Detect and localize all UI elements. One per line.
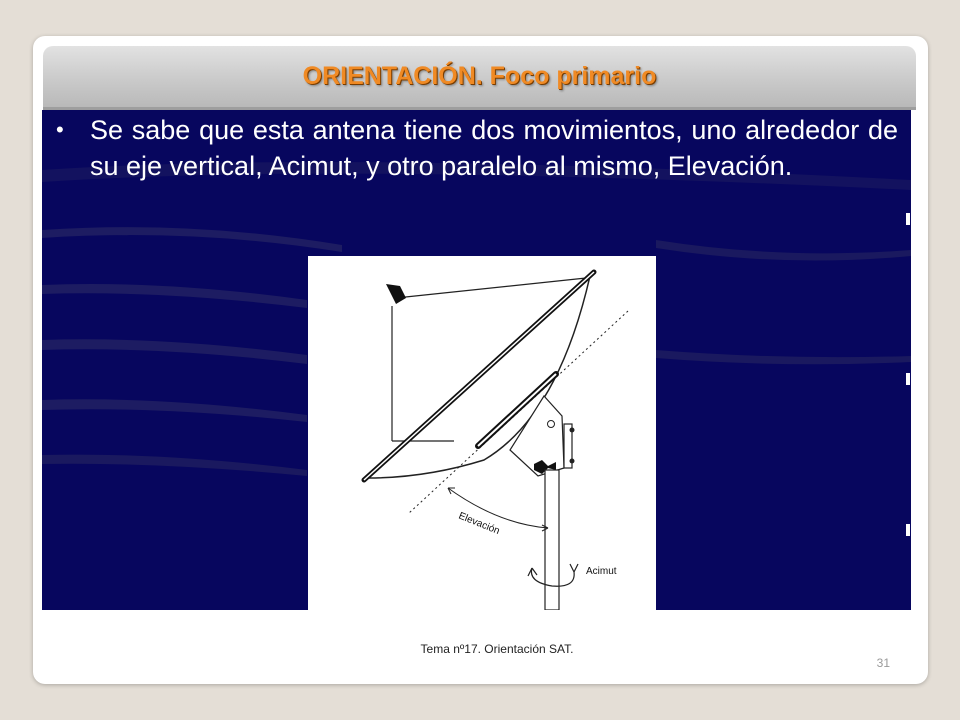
feed-support-top — [396, 278, 586, 298]
elevation-label: Elevación — [456, 510, 502, 538]
clamp-bolt-top — [570, 428, 575, 433]
slide-card — [33, 36, 928, 684]
content-panel — [42, 110, 911, 610]
clamp-bolt-bottom — [570, 459, 575, 464]
edge-tick — [906, 373, 910, 385]
title-bar — [43, 46, 916, 110]
mast-pole — [545, 470, 559, 610]
slide-title: ORIENTACIÓN. Foco primario — [302, 62, 657, 90]
page-number: 31 — [876, 656, 890, 670]
bullet-dot: • — [56, 117, 64, 142]
azimuth-arrow-right-icon — [570, 564, 578, 572]
bullet-item — [56, 112, 898, 184]
antenna-diagram — [308, 256, 656, 610]
lnb-feed-icon — [386, 284, 406, 304]
bullet-text: Se sabe que esta antena tiene dos movimientos, uno alrededor de su eje vertical, Acimut, y otro paralelo al mismo, Elevación. — [90, 115, 898, 181]
footer-text: Tema nº17. Orientación SAT. — [420, 642, 574, 656]
azimuth-label: Acimut — [586, 566, 617, 577]
edge-tick — [906, 524, 910, 536]
edge-tick — [906, 213, 910, 225]
